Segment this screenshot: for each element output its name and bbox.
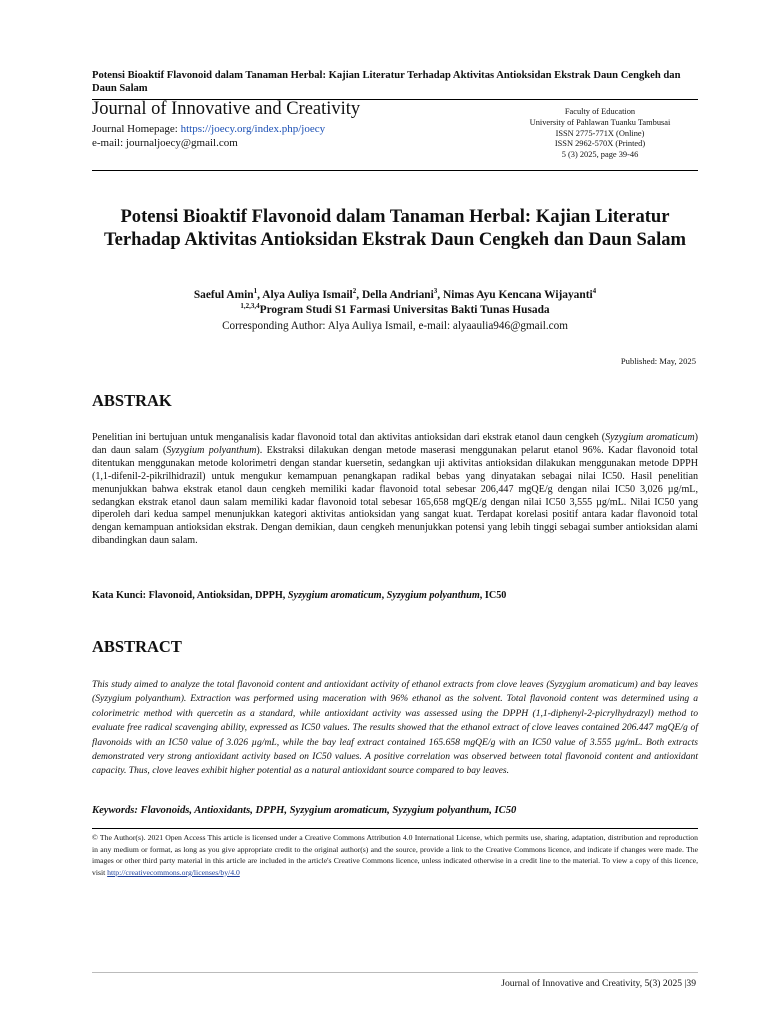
abstract-heading: ABSTRACT: [92, 637, 182, 656]
email-value: journaljoecy@gmail.com: [125, 137, 238, 149]
author-sup: 2: [352, 287, 357, 296]
page-footer: Journal of Innovative and Creativity, 5(3) 2025 |39: [501, 978, 696, 989]
article-title: Potensi Bioaktif Flavonoid dalam Tanaman Herbal: Kajian Literatur Terhadap Aktivitas Antioksidan Ekstrak Daun Cengkeh dan Daun Salam: [103, 206, 687, 250]
license-notice: [92, 832, 698, 878]
author-sup: 3: [433, 287, 438, 296]
license-rule: [92, 828, 698, 829]
pubinfo-issn-printed: ISSN 2962-570X (Printed): [554, 139, 646, 149]
pubinfo-issn-online: ISSN 2775-771X (Online): [555, 128, 645, 138]
author-sup: 4: [592, 287, 597, 296]
author-name: Nimas Ayu Kencana Wijayanti: [442, 289, 593, 301]
pubinfo-faculty: Faculty of Education: [564, 107, 636, 116]
author-name: Della Andriani: [361, 289, 434, 301]
header-rule-bottom: [92, 170, 698, 171]
author-list: Saeful Amin$^1$, Alya Auliya Ismail$^2$, Della Andriani$^3$, Nimas Ayu Kencana Wijayanti$^4$: [193, 287, 597, 301]
affiliation: [92, 303, 698, 317]
journal-homepage: [92, 123, 325, 136]
published-date: Published: May, 2025: [620, 356, 696, 366]
publication-info: [500, 107, 700, 161]
abstract-body: This study aimed to analyze the total flavonoid content and antioxidant activity of ethanol extracts from clove leaves (Syzygium aromaticum) and bay leaves (Syzygium polyanthum). Extraction was performed using maceration with 96% ethanol as the solvent. Total flavonoid content was determined using a colorimetric method with quercetin as a standard, while antioxidant activity was assessed using the DPPH (1,1-diphenyl-2-picrylhydrazyl) method to evaluate free radical scavenging ability, expressed as IC50 values. The results showed that the ethanol extract of clove leaves contained 206.447 mgQE/g of flavonoids with an IC50 value of 3.026 µg/mL, while the bay leaf extract contained 165.658 mgQE/g with an IC50 value of 3.555 µg/mL. Both extracts demonstrated very strong antioxidant activity based on IC50 values. A positive correlation was observed between total flavonoid content and antioxidant capacity. Thus, clove leaves exhibit higher potential as a natural antioxidant source compared to bay leaves.: [92, 679, 698, 777]
homepage-label: Journal Homepage:: [92, 123, 181, 135]
author-name: Saeful Amin: [193, 289, 254, 301]
journal-name: Journal of Innovative and Creativity: [92, 99, 361, 119]
running-title: Potensi Bioaktif Flavonoid dalam Tanaman Herbal: Kajian Literatur Terhadap Aktivitas Antioksidan Ekstrak Daun Cengkeh dan Daun Salam: [92, 70, 681, 94]
affiliation-sup: 1,2,3,4: [240, 302, 260, 311]
pubinfo-volume-pages: 5 (3) 2025, page 39-46: [561, 150, 639, 160]
journal-email: [92, 137, 238, 150]
author-sup: 1: [253, 287, 258, 296]
homepage-link[interactable]: https://joecy.org/index.php/joecy: [180, 123, 326, 135]
abstrak-body: Penelitian ini bertujuan untuk menganalisis kadar flavonoid total dan aktivitas antioksidan dari ekstrak etanol daun cengkeh (Syzygium aromaticum) dan daun salam (Syzygium polyanthum). Ekstraksi dilakukan dengan metode maserasi menggunakan pelarut etanol 96%. Kadar flavonoid total ditentukan menggunakan metode kolorimetri dengan standar kuersetin, sedangkan uji aktivitas antioksidan dilakukan menggunakan metode DPPH (1,1-difenil-2-pikrilhidrazil) untuk mengukur kemampuan penangkapan radikal bebas yang dinyatakan sebagai nilai IC50. Hasil penelitian menunjukkan bahwa ekstrak etanol daun cengkeh memiliki kadar flavonoid total sebesar 206,447 mgQE/g dengan nilai IC50 3,026 µg/mL, sedangkan ekstrak etanol daun salam memiliki kadar flavonoid total sebesar 165,658 mgQE/g dengan nilai IC50 3,555 µg/mL. Nilai IC50 yang diperoleh dari kedua sampel menunjukkan kategori aktivitas antioksidan yang sangat kuat. Terdapat korelasi positif antara kadar flavonoid total dengan kemampuan antioksidan ekstrak. Dengan demikian, daun cengkeh menunjukkan potensi yang lebih tinggi sebagai sumber antioksidan alami dibandingkan daun salam.: [92, 432, 699, 547]
affiliation-text: Program Studi S1 Farmasi Universitas Bakti Tunas Husada: [259, 304, 550, 316]
license-link[interactable]: http://creativecommons.org/licenses/by/4.0: [107, 867, 240, 877]
author-name: Alya Auliya Ismail: [262, 289, 353, 301]
pubinfo-university: University of Pahlawan Tuanku Tambusai: [529, 117, 671, 127]
license-text: © The Author(s). 2021 Open Access This article is licensed under a Creative Commons Attribution 4.0 International License, which permits use, sharing, adaptation, distribution and reproduction in any medium or format, as long as you give appropriate credit to the original author(s) and the source, provide a link to the Creative Commons licence, and indicate if changes were made. The images or other third party material in this article are included in the article's Creative Commons licence, unless indicated otherwise in a credit line to the material. To view a copy of this licence, visit: [92, 833, 698, 877]
corresponding-author: Corresponding Author: Alya Auliya Ismail, e-mail: alyaaulia946@gmail.com: [222, 320, 568, 332]
footer-rule: [92, 972, 698, 973]
abstrak-heading: ABSTRAK: [92, 391, 172, 410]
email-label: e-mail:: [92, 137, 126, 149]
keywords: Keywords: Flavonoids, Antioxidants, DPPH, Syzygium aromaticum, Syzygium polyanthum, IC50: [92, 805, 517, 816]
kata-kunci: Kata Kunci: Flavonoid, Antioksidan, DPPH, Syzygium aromaticum, Syzygium polyanthum, IC50: [92, 590, 507, 601]
